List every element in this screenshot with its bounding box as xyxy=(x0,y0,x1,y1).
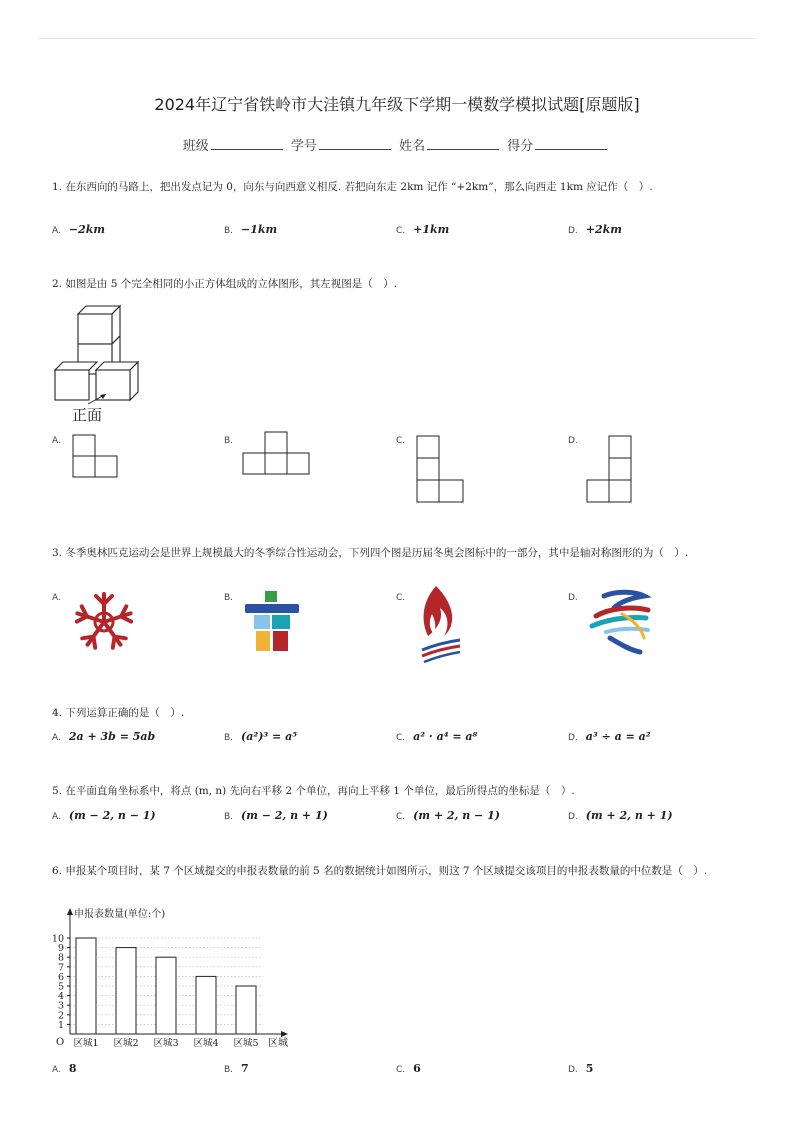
q4-option-c[interactable]: C. a² · a⁴ = a⁸ xyxy=(396,730,478,743)
y-tick-label: 1 xyxy=(57,1019,64,1031)
y-tick-label: 4 xyxy=(57,991,64,1003)
chart-ylabel: 申报表数量(单位:个) xyxy=(74,909,166,920)
page-title: 2024年辽宁省铁岭市大洼镇九年级下学期一模数学模拟试题[原题版] xyxy=(154,95,640,114)
chart-x-ticks xyxy=(73,1037,258,1049)
score-blank[interactable] xyxy=(535,137,607,150)
question-4-stem: 4. 下列运算正确的是（ ）. xyxy=(52,707,185,719)
bar-chart xyxy=(48,900,308,1050)
q2-option-c-view xyxy=(416,435,466,503)
q1-option-d[interactable]: D. +2km xyxy=(568,223,622,236)
q2-option-b[interactable]: B. xyxy=(224,436,234,446)
x-tick-label: 区城2 xyxy=(113,1038,139,1049)
q5-option-c[interactable]: C. (m + 2, n − 1) xyxy=(396,809,500,822)
q2-option-d[interactable]: D. xyxy=(568,436,578,446)
question-2-stem: 2. 如图是由 5 个完全相同的小正方体组成的立体图形，其左视图是（ ）. xyxy=(52,278,398,290)
front-label: 正面 xyxy=(72,406,103,424)
q6-option-c[interactable]: C. 6 xyxy=(396,1062,421,1075)
q3-option-a[interactable]: A. xyxy=(52,593,61,603)
q5-option-b[interactable]: B. (m − 2, n + 1) xyxy=(224,809,328,822)
id-blank[interactable] xyxy=(319,137,391,150)
class-blank[interactable] xyxy=(211,137,283,150)
q2-option-c[interactable]: C. xyxy=(396,436,406,446)
id-label: 学号 xyxy=(290,139,317,154)
class-label: 班级 xyxy=(182,139,209,154)
header-rule xyxy=(38,38,756,39)
y-tick-label: 7 xyxy=(57,962,64,974)
bar-4 xyxy=(196,976,216,1034)
name-label: 姓名 xyxy=(399,139,426,154)
y-tick-label: 6 xyxy=(57,971,64,983)
x-tick-label: 区城5 xyxy=(233,1038,259,1049)
question-6-stem: 6. 申报某个项目时，某 7 个区域提交的申报表数量的前 5 名的数据统计如图所示，则这 7 个区域提交该项目的申报表数量的中位数是（ ）. xyxy=(52,865,708,877)
q2-option-a[interactable]: A. xyxy=(52,436,61,446)
question-5-stem: 5. 在平面直角坐标系中，将点 (m, n) 先向右平移 2 个单位，再向上平移 1 个单位，最后所得点的坐标是（ ）. xyxy=(52,785,575,797)
q3-option-d[interactable]: D. xyxy=(568,593,578,603)
q4-option-a[interactable]: A. 2a + 3b = 5ab xyxy=(52,730,156,743)
chart-xlabel: 区城 xyxy=(268,1038,288,1049)
bar-3 xyxy=(156,957,176,1034)
q4-option-d[interactable]: D. a³ ÷ a = a² xyxy=(568,730,651,743)
q6-option-a[interactable]: A. 8 xyxy=(52,1062,77,1075)
q5-option-d[interactable]: D. (m + 2, n + 1) xyxy=(568,809,673,822)
q1-option-b[interactable]: B. −1km xyxy=(224,223,278,236)
name-blank[interactable] xyxy=(427,137,499,150)
q2-option-d-view xyxy=(586,435,636,503)
q6-option-d[interactable]: D. 5 xyxy=(568,1062,594,1075)
bar-5 xyxy=(236,986,256,1034)
q2-option-b-view xyxy=(242,431,312,477)
flame-emblem-icon xyxy=(414,584,464,666)
chart-y-ticks xyxy=(52,934,70,1031)
y-tick-label: 3 xyxy=(57,1000,64,1012)
cube-stack-figure xyxy=(50,300,150,425)
y-axis-arrow-icon xyxy=(67,908,73,915)
y-tick-label: 5 xyxy=(57,981,64,993)
q3-option-c[interactable]: C. xyxy=(396,593,406,603)
q5-option-a[interactable]: A. (m − 2, n − 1) xyxy=(52,809,156,822)
y-tick-label: 8 xyxy=(57,952,64,964)
x-tick-label: 区城1 xyxy=(73,1038,99,1049)
student-info-line xyxy=(0,135,794,154)
question-1-stem: 1. 在东西向的马路上，把出发点记为 0，向东与向西意义相反. 若把向东走 2km 记作 “+2km”，那么向西走 1km 应记作（ ）. xyxy=(52,181,653,193)
q1-option-a[interactable]: A. −2km xyxy=(52,223,105,236)
score-label: 得分 xyxy=(507,139,534,154)
x-tick-label: 区城4 xyxy=(193,1038,219,1049)
y-tick-label: 2 xyxy=(57,1010,64,1022)
bar-1 xyxy=(76,938,96,1034)
q6-option-b[interactable]: B. 7 xyxy=(224,1062,249,1075)
q4-option-b[interactable]: B. (a²)³ = a⁵ xyxy=(224,730,298,743)
x-axis-arrow-icon xyxy=(281,1031,288,1037)
question-3-stem: 3. 冬季奥林匹克运动会是世界上规模最大的冬季综合性运动会，下列四个图是历届冬奥会图标中的一部分，其中是轴对称图形的为（ ）. xyxy=(52,547,689,559)
bar-2 xyxy=(116,948,136,1034)
inukshuk-emblem-icon xyxy=(240,588,304,654)
y-tick-label: 9 xyxy=(57,943,64,955)
q2-option-a-view xyxy=(72,434,120,480)
q1-option-c[interactable]: C. +1km xyxy=(396,223,450,236)
y-tick-label: 10 xyxy=(51,933,64,945)
snowflake-emblem-icon xyxy=(68,588,140,654)
chart-origin: O xyxy=(56,1037,65,1048)
q3-option-b[interactable]: B. xyxy=(224,593,234,603)
ribbon-emblem-icon xyxy=(586,586,658,658)
x-tick-label: 区城3 xyxy=(153,1038,179,1049)
